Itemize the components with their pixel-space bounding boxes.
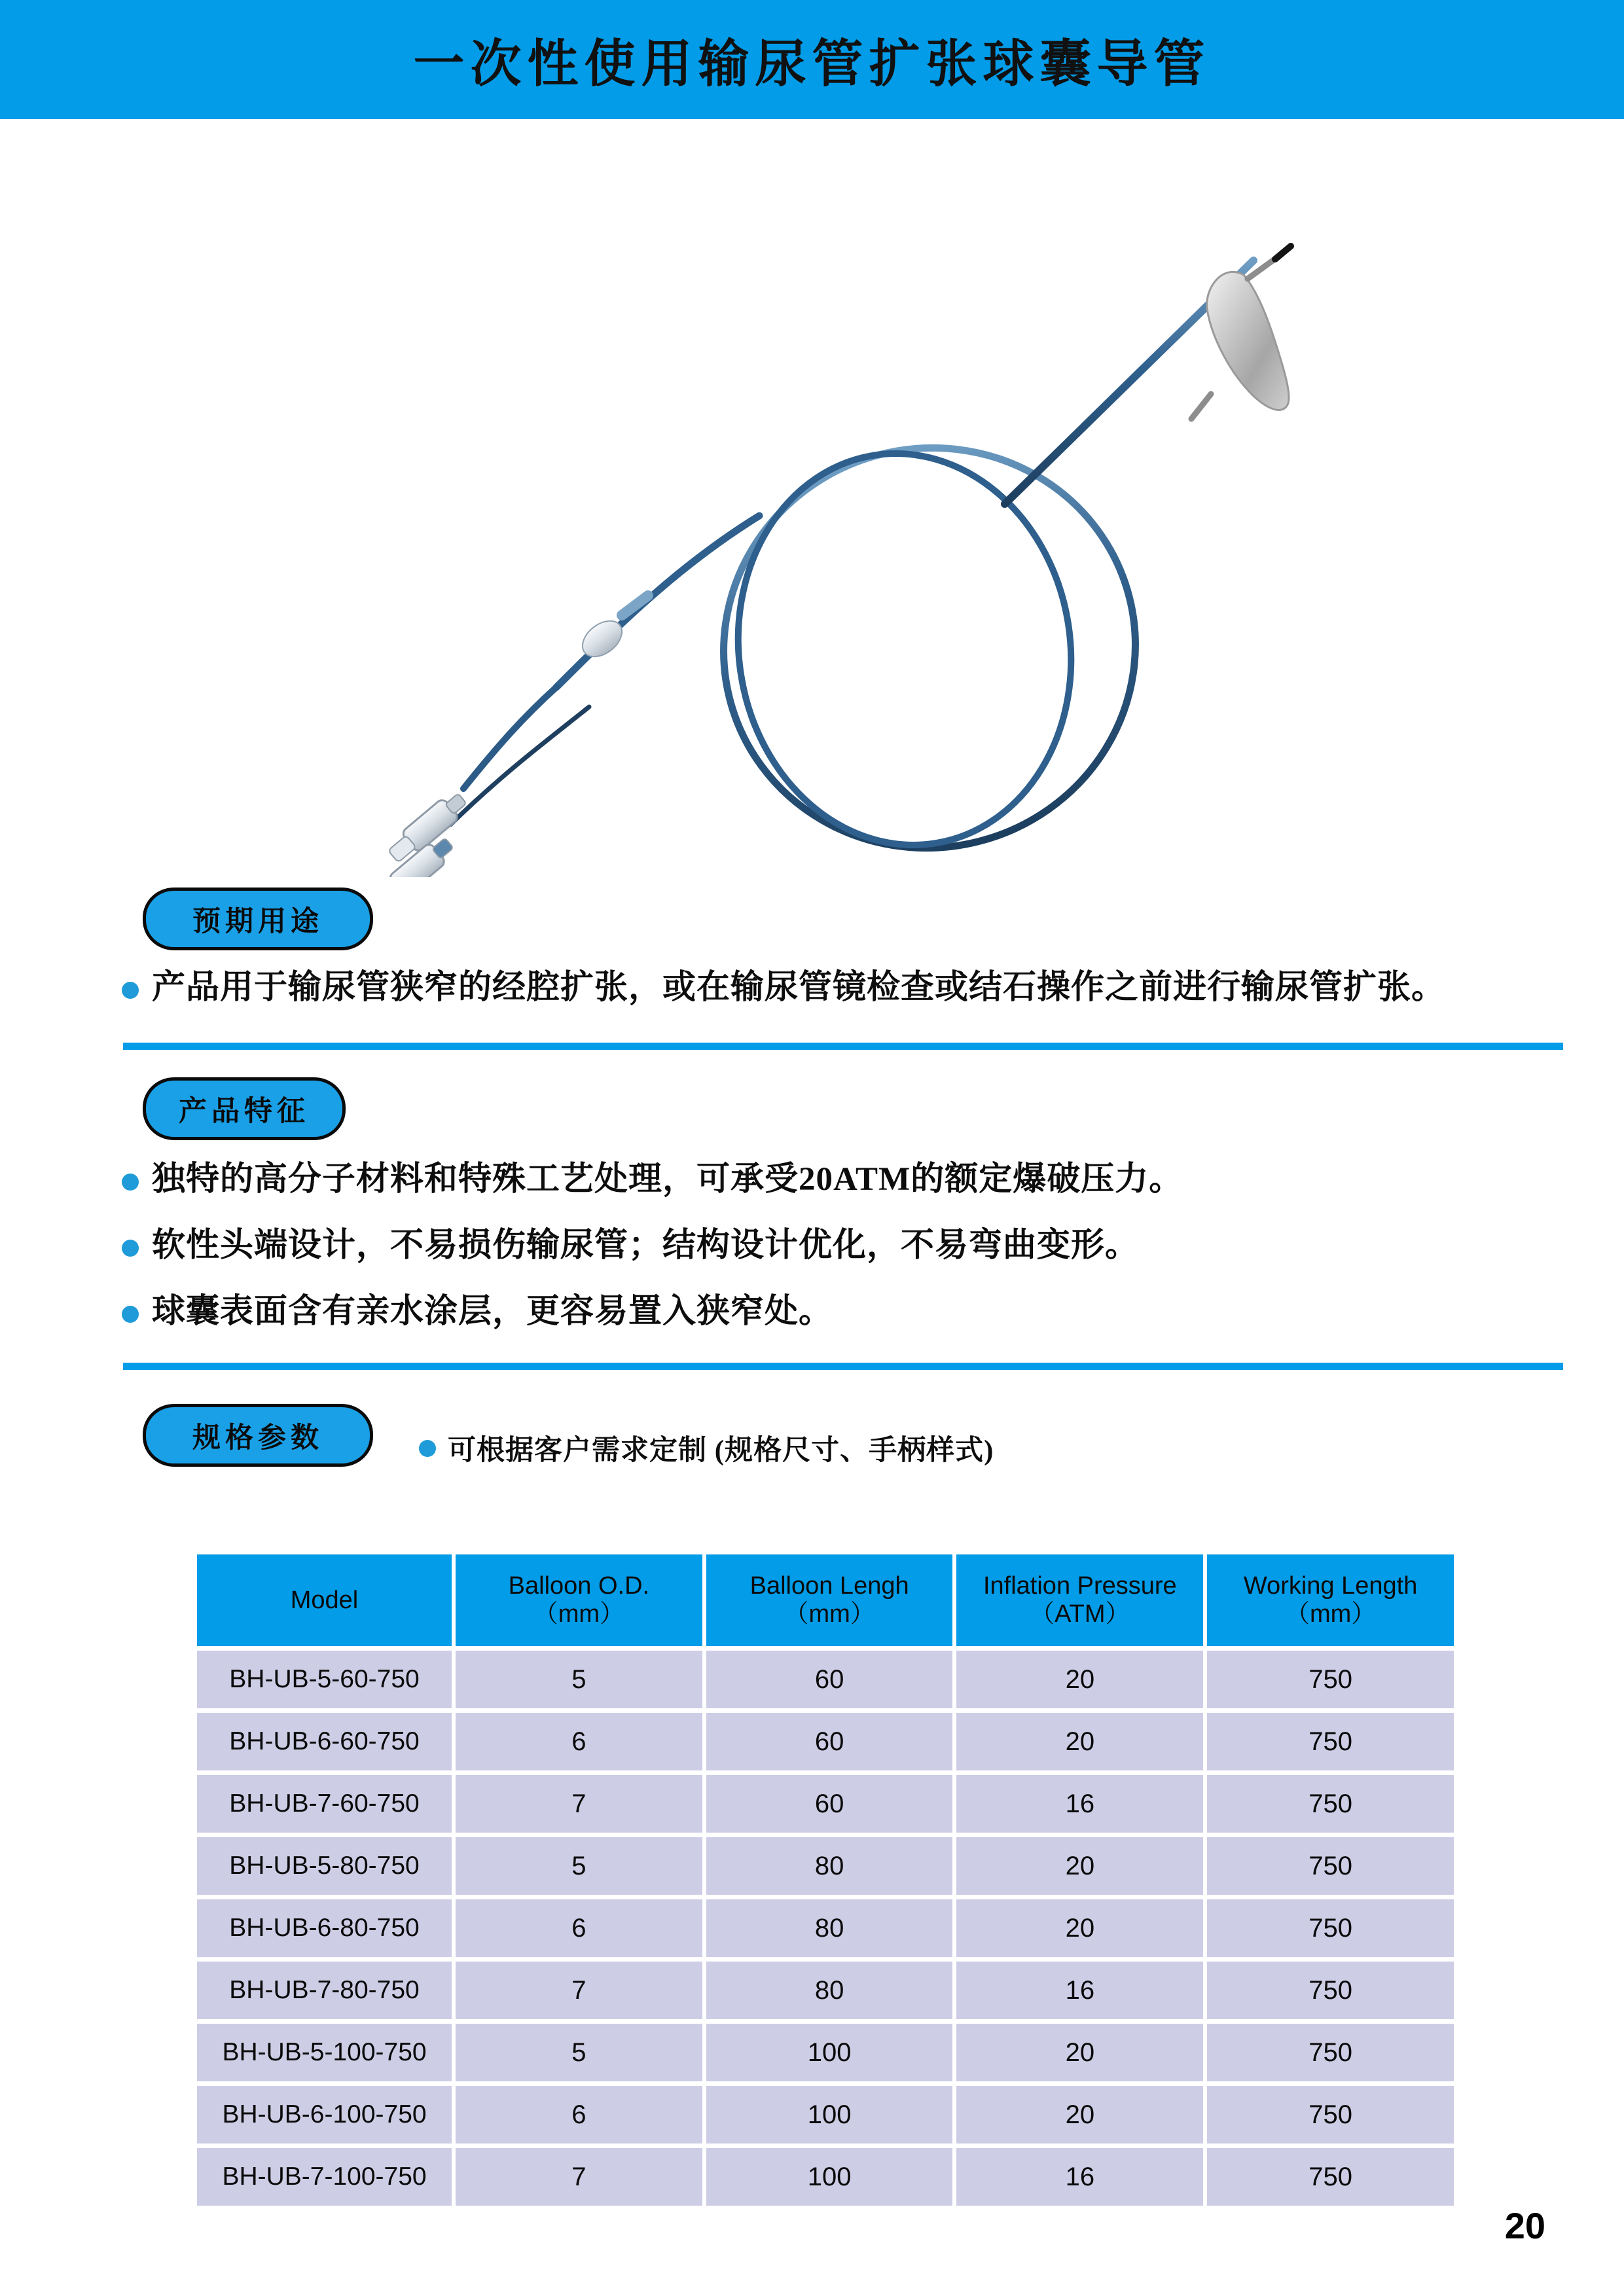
balloon-proximal-taper — [1191, 394, 1211, 419]
cell-balloon-od: 5 — [456, 2024, 702, 2081]
catheter-tip — [1275, 246, 1291, 259]
table-row — [197, 1775, 1454, 1833]
cell-balloon-od: 5 — [456, 1651, 702, 1708]
intended-use-text: 产品用于输尿管狭窄的经腔扩张，或在输尿管镜检查或结石操作之前进行输尿管扩张。 — [152, 969, 1446, 1006]
cell-working-length: 750 — [1207, 2148, 1454, 2206]
cell-balloon-length: 100 — [706, 2148, 953, 2206]
table-row — [197, 1962, 1454, 2019]
catheter-loop-inner — [710, 429, 1099, 869]
badge-label: 产品特征 — [179, 1096, 310, 1127]
header-line-2: （mm） — [784, 1600, 875, 1628]
cell-inflation-pressure: 20 — [956, 1651, 1203, 1708]
cell-model: BH-UB-5-60-750 — [197, 1651, 452, 1708]
cell-model: BH-UB-6-100-750 — [197, 2086, 452, 2144]
badge-label: 规格参数 — [192, 1422, 323, 1454]
page-title: 一次性使用输尿管扩张球囊导管 — [413, 35, 1211, 92]
feature-text: 独特的高分子材料和特殊工艺处理，可承受20ATM的额定爆破压力。 — [152, 1161, 1183, 1198]
header-line-2: （mm） — [533, 1600, 625, 1628]
cell-working-length: 750 — [1207, 1713, 1454, 1770]
cell-balloon-od: 7 — [456, 1775, 702, 1833]
cell-inflation-pressure: 20 — [956, 1899, 1203, 1957]
specifications-note — [419, 1428, 994, 1468]
cell-balloon-od: 7 — [456, 2148, 702, 2206]
cell-working-length: 750 — [1207, 1775, 1454, 1833]
bullet-dot-icon — [122, 1306, 139, 1323]
table-header-inflation-pressure — [956, 1554, 1203, 1646]
table-row — [197, 1899, 1454, 1957]
table-header-balloon-length — [706, 1554, 953, 1646]
cell-inflation-pressure: 16 — [956, 1775, 1203, 1833]
header-line-2: （ATM） — [1030, 1600, 1130, 1628]
cell-balloon-od: 6 — [456, 1713, 702, 1770]
header-line-1: Inflation Pressure — [983, 1572, 1177, 1600]
cell-model: BH-UB-7-60-750 — [197, 1775, 452, 1833]
cell-balloon-od: 7 — [456, 1962, 702, 2019]
cell-balloon-od: 6 — [456, 1899, 702, 1957]
section-badge-specifications — [143, 1404, 373, 1467]
cell-inflation-pressure: 20 — [956, 1837, 1203, 1895]
specifications-note-text: 可根据客户需求定制 (规格尺寸、手柄样式) — [448, 1435, 994, 1466]
feature-text: 球囊表面含有亲水涂层，更容易置入狭窄处。 — [152, 1293, 833, 1330]
intended-use-bullet — [122, 967, 1445, 1009]
cell-working-length: 750 — [1207, 2086, 1454, 2144]
balloon — [1207, 272, 1289, 410]
cell-balloon-length: 100 — [706, 2086, 953, 2144]
badge-label: 预期用途 — [192, 906, 323, 937]
section-badge-intended-use — [143, 888, 373, 950]
feature-bullet — [122, 1159, 1183, 1201]
cell-balloon-length: 80 — [706, 1899, 953, 1957]
bullet-dot-icon — [122, 1240, 139, 1257]
cell-balloon-length: 100 — [706, 2024, 953, 2081]
table-header-model — [197, 1554, 452, 1646]
header-line-1: Model — [290, 1586, 359, 1614]
cell-model: BH-UB-7-100-750 — [197, 2148, 452, 2206]
cell-balloon-length: 80 — [706, 1837, 953, 1895]
cell-balloon-od: 5 — [456, 1837, 702, 1895]
header-line-1: Working Length — [1243, 1572, 1418, 1600]
cell-model: BH-UB-7-80-750 — [197, 1962, 452, 2019]
table-row — [197, 1651, 1454, 1708]
table-row — [197, 2024, 1454, 2081]
cell-inflation-pressure: 16 — [956, 2148, 1203, 2206]
feature-bullet — [122, 1291, 833, 1333]
bullet-dot-icon — [122, 982, 139, 999]
cell-inflation-pressure: 20 — [956, 1713, 1203, 1770]
bullet-dot-icon — [419, 1440, 436, 1457]
cell-model: BH-UB-6-80-750 — [197, 1899, 452, 1957]
cell-working-length: 750 — [1207, 1837, 1454, 1895]
table-row — [197, 1837, 1454, 1895]
cell-balloon-od: 6 — [456, 2086, 702, 2144]
specifications-table — [193, 1550, 1458, 2210]
cell-model: BH-UB-5-80-750 — [197, 1837, 452, 1895]
cell-inflation-pressure: 20 — [956, 2024, 1203, 2081]
table-row — [197, 1713, 1454, 1770]
cell-balloon-length: 60 — [706, 1713, 953, 1770]
header-line-1: Balloon Lengh — [749, 1572, 909, 1600]
cell-model: BH-UB-6-60-750 — [197, 1713, 452, 1770]
cell-working-length: 750 — [1207, 1962, 1454, 2019]
table-row — [197, 2148, 1454, 2206]
cell-inflation-pressure: 16 — [956, 1962, 1203, 2019]
header-line-2: （mm） — [1284, 1600, 1377, 1628]
table-header-working-length — [1207, 1554, 1454, 1646]
cell-working-length: 750 — [1207, 1899, 1454, 1957]
cell-model: BH-UB-5-100-750 — [197, 2024, 452, 2081]
header-line-1: Balloon O.D. — [508, 1572, 650, 1600]
table-body — [197, 1651, 1454, 2206]
page-number: 20 — [1504, 2205, 1545, 2246]
cell-balloon-length: 60 — [706, 1775, 953, 1833]
cell-balloon-length: 80 — [706, 1962, 953, 2019]
feature-text: 软性头端设计，不易损伤输尿管；结构设计优化，不易弯曲变形。 — [152, 1227, 1140, 1264]
cell-working-length: 750 — [1207, 2024, 1454, 2081]
section-divider-2 — [123, 1363, 1563, 1370]
cell-balloon-length: 60 — [706, 1651, 953, 1708]
product-illustration — [340, 164, 1322, 877]
table-row — [197, 2086, 1454, 2144]
section-badge-features — [143, 1077, 346, 1140]
table-header-row — [197, 1554, 1454, 1646]
table-header-balloon-od — [456, 1554, 702, 1646]
catheter-loop-outer — [681, 404, 1178, 877]
feature-bullet — [122, 1225, 1139, 1267]
cell-inflation-pressure: 20 — [956, 2086, 1203, 2144]
section-divider-1 — [123, 1043, 1563, 1050]
bullet-dot-icon — [122, 1174, 139, 1191]
cell-working-length: 750 — [1207, 1651, 1454, 1708]
